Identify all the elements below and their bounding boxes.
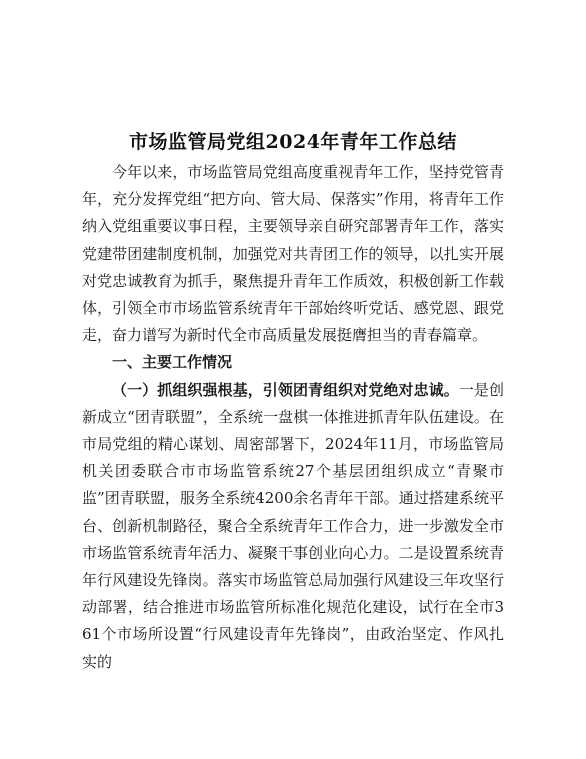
subsection-paragraph — [82, 377, 504, 676]
document-title: 市场监管局党组2024年青年工作总结 — [129, 131, 457, 153]
section-heading: 一、主要工作情况 — [112, 353, 233, 372]
subsection-lead: （一）抓组织强根基，引领团青组织对党绝对忠诚。 — [112, 380, 459, 399]
document-body — [82, 159, 504, 676]
subsection-text: 一是创新成立“团青联盟”，全系统一盘棋一体推进抓青年队伍建设。在市局党组的精心谋划、周密部署下，2024年11月，市场监管局机关团委联合市市场监管系统27个基层团组织成立“青聚市监”团青联盟，服务全系统4200余名青年干部。通过搭建系统平台、创新机制路径，聚合全系统青年工作合力，进一步激发全市市场监管系统青年活力、凝聚干事创业向心力。二是设置系统青年行风建设先锋岗。落实市场监管总局加强行风建设三年攻坚行动部署，结合推进市场监管所标准化规范化建设，试行在全市361个市场所设置“行风建设青年先锋岗”，由政治坚定、作风扎实的 — [82, 380, 504, 671]
intro-paragraph: 今年以来，市场监管局党组高度重视青年工作，坚持党管青年，充分发挥党组“把方向、管大局、保落实”作用，将青年工作纳入党组重要议事日程，主要领导亲自研究部署青年工作，落实党建带团建制度机制，加强党对共青团工作的领导，以扎实开展对党忠诚教育为抓手，聚焦提升青年工作质效，积极创新工作载体，引领全市市场监管系统青年干部始终听党话、感党恩、跟党走，奋力谱写为新时代全市高质量发展挺膺担当的青春篇章。 — [82, 163, 504, 345]
